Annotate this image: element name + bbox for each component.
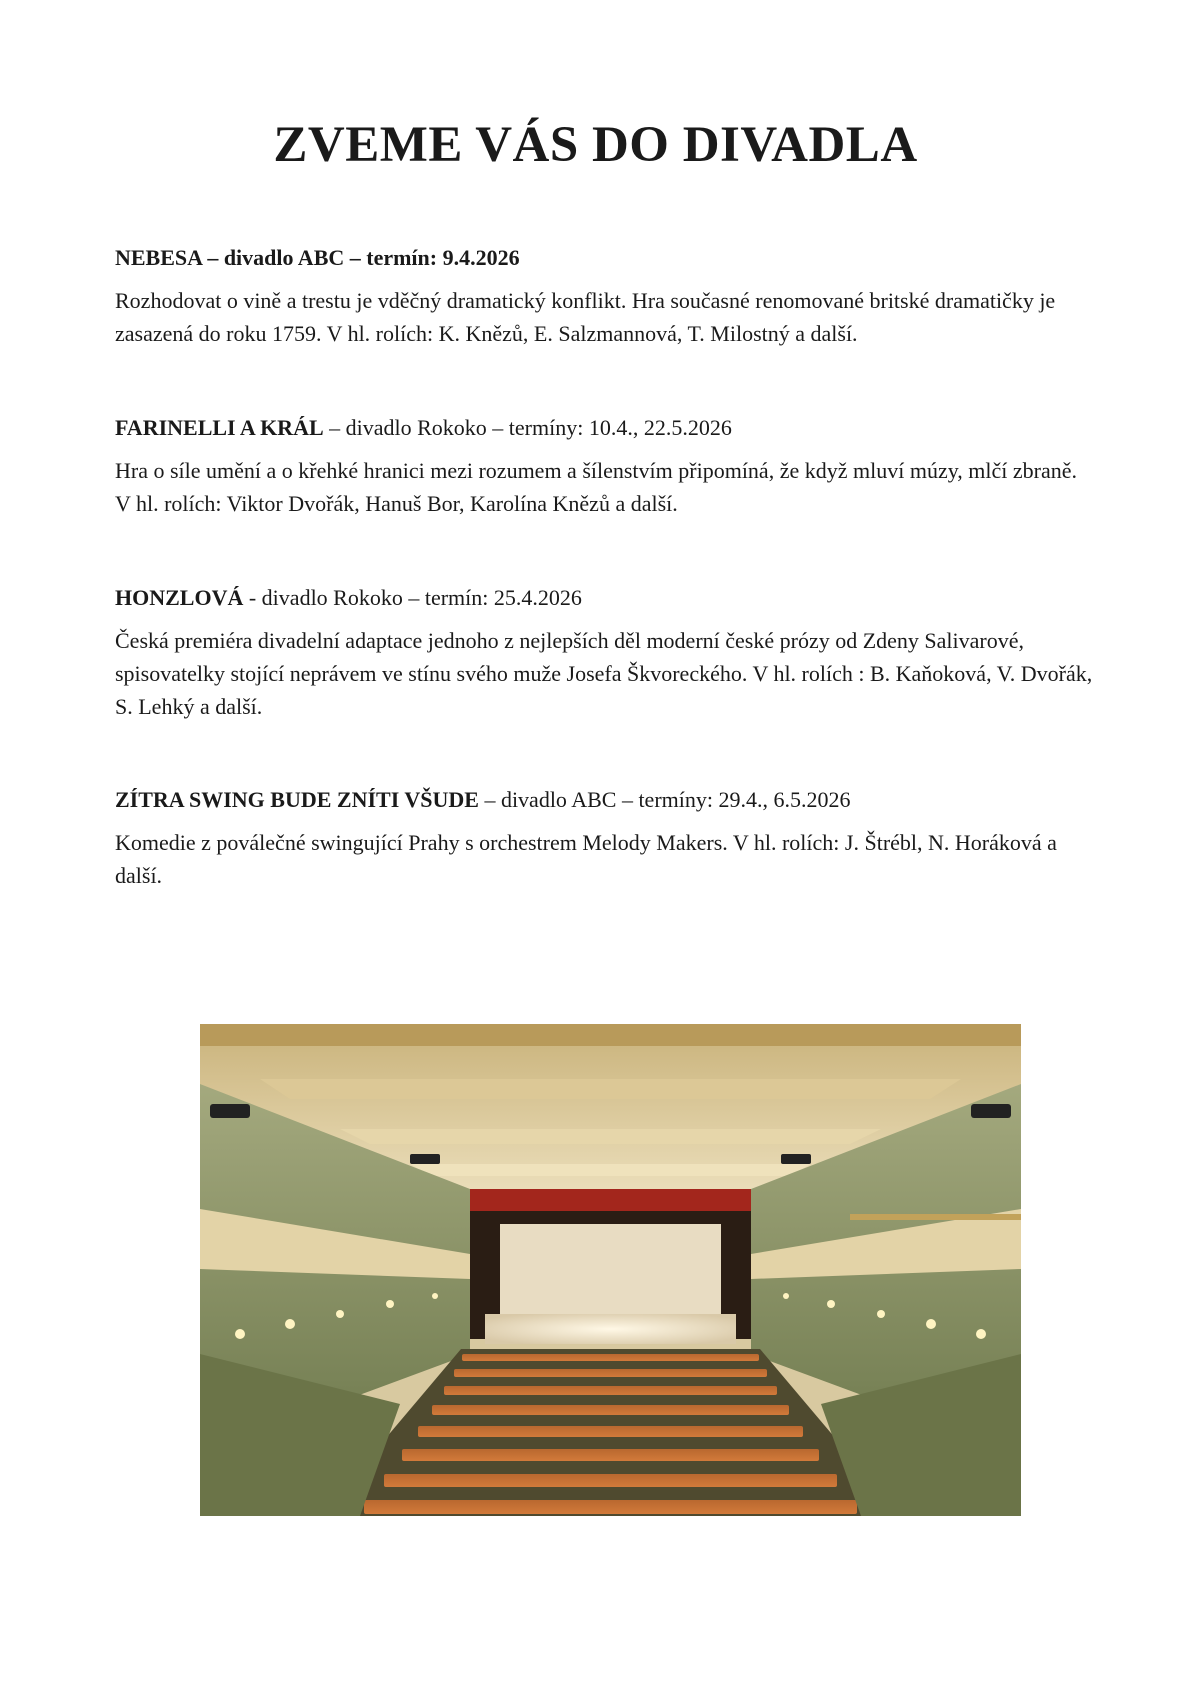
event-honzlova: [115, 583, 1095, 723]
theatre-auditorium-photo: [200, 1024, 1021, 1516]
event-description: Hra o síle umění a o křehké hranici mezi rozumem a šílenstvím připomíná, že když mluví múzy, mlčí zbraně. V hl. rolích: Viktor Dvořák, Hanuš Bor, Karolína Knězů a další.: [115, 458, 1077, 516]
event-title: HONZLOVÁ: [115, 585, 244, 610]
event-details: - divadlo Rokoko – termín: 25.4.2026: [243, 585, 582, 610]
event-description: Rozhodovat o vině a trestu je vděčný dramatický konflikt. Hra současné renomované britské dramatičky je zasazená do roku 1759. V hl. rolích: K. Knězů, E. Salzmannová, T. Milostný a další.: [115, 288, 1056, 346]
event-farinelli: [115, 413, 1095, 520]
ceiling-beam: [200, 1024, 1021, 1046]
ceiling-beam: [410, 1164, 811, 1176]
event-description: Komedie z poválečné swingující Prahy s orchestrem Melody Makers. V hl. rolích: J. Štrébl, N. Horáková a další.: [115, 830, 1057, 888]
event-nebesa: [115, 243, 1095, 350]
right-balcony-rail: [850, 1214, 1021, 1220]
event-heading: [115, 413, 1095, 443]
event-heading: [115, 785, 1095, 815]
event-title: NEBESA – divadlo ABC – termín: 9.4.2026: [115, 245, 520, 270]
theatre-illustration: [200, 1024, 1021, 1516]
event-zitra-swing: [115, 785, 1095, 892]
event-description: Česká premiéra divadelní adaptace jednoho z nejlepších děl moderní české prózy od Zdeny Salivarové, spisovatelky stojící neprávem ve stínu svého muže Josefa Škvoreckého. V hl. rolích : B. Kaňoková, V. Dvořák, S. Lehký a další.: [115, 628, 1093, 719]
stage-set: [500, 1224, 721, 1319]
stage-floor: [485, 1314, 736, 1344]
event-title: FARINELLI A KRÁL: [115, 415, 324, 440]
event-title: ZÍTRA SWING BUDE ZNÍTI VŠUDE: [115, 787, 479, 812]
page-title: ZVEME VÁS DO DIVADLA: [273, 117, 918, 173]
event-details: – divadlo ABC – termíny: 29.4., 6.5.2026: [478, 787, 851, 812]
curtain: [470, 1189, 751, 1211]
ceiling-beam: [260, 1079, 961, 1099]
event-details: – divadlo Rokoko – termíny: 10.4., 22.5.2026: [323, 415, 732, 440]
ceiling-beam: [340, 1129, 881, 1144]
event-heading: [115, 243, 1095, 273]
event-heading: [115, 583, 1095, 613]
